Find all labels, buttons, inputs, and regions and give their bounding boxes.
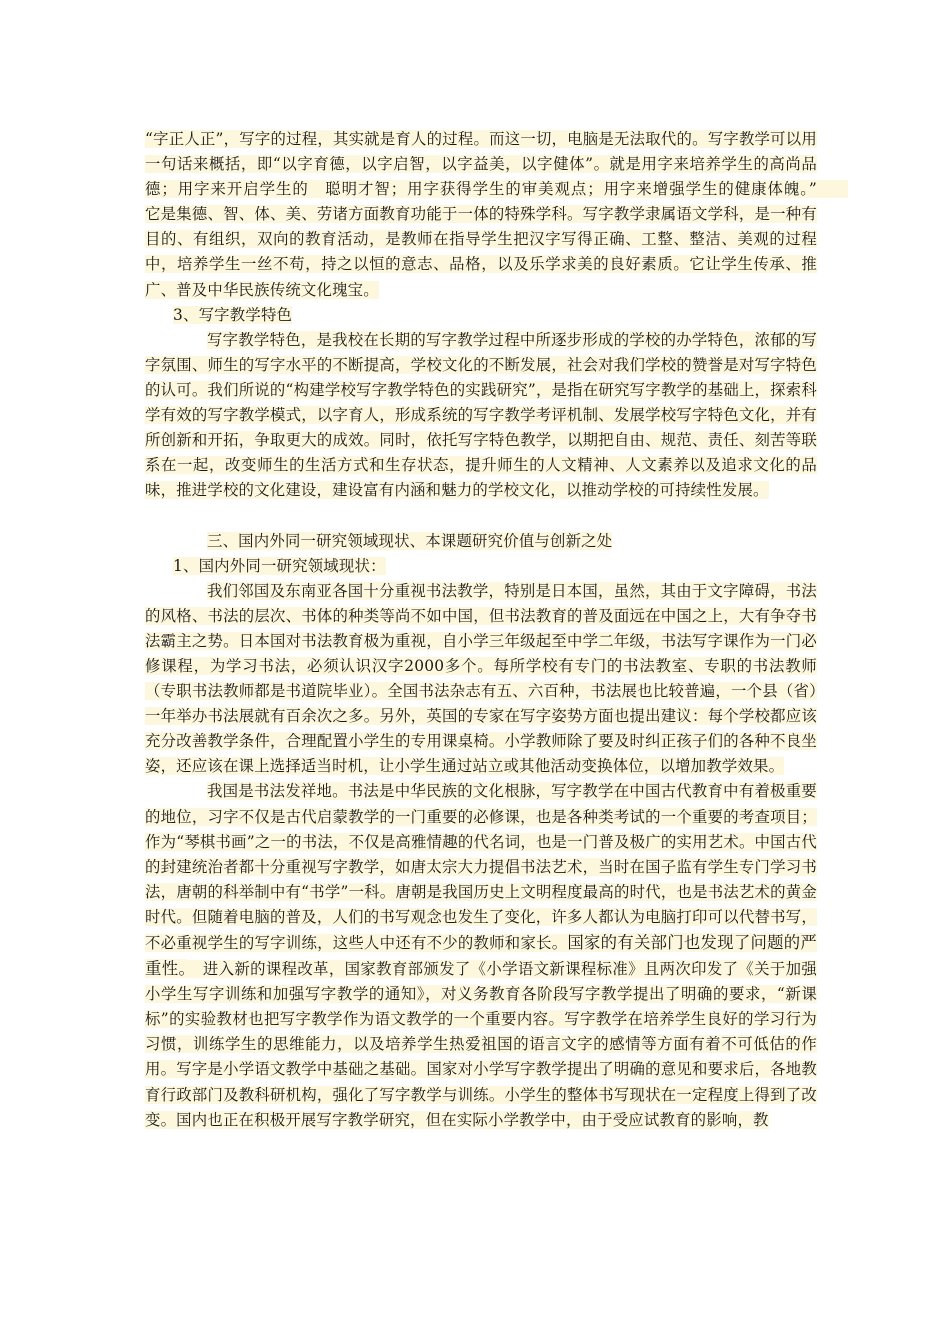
- section-3-title-text: 三、国内外同一研究领域现状、本课题研究价值与创新之处: [207, 531, 613, 550]
- domestic-status-text-a: 我国是书法发祥地。书法是中华民族的文化根脉，写字教学在中国古代教育中有着极重要的地位，习字不仅是古代启蒙教学的一门重要的必修课，也是各种类考试的一个重要的考查项目；作为“琴棋书画”之一的书法，不仅是高雅情趣的代名词，也是一门普及极广的实用艺术。中国古代的封建统治者都十分重视写字教学，如唐太宗大力提倡书法艺术，当时在国子监有学生专门学习书法，唐朝的科举制中有“书学”一科。唐朝是我国历史上文明程度最高的时代，也是书法艺术的黄金时代。但随着电脑的普及，人们的书写观念也发生了变化，许多人都认为电脑打印可以代替书写，不必重视学生的写字训练，这些人中还有不少的教师和家长。: [145, 782, 817, 952]
- feature-text: 写字教学特色，是我校在长期的写字教学过程中所逐步形成的学校的办学特色，浓郁的写字氛围、师生的写字水平的不断提高，学校文化的不断发展，社会对我们学校的赞誉是对写字特色的认可。我们所说的“构建学校写字教学特色的实践研究”，是指在研究写字教学的基础上，探索科学有效的写字教学模式，以字育人，形成系统的写字教学考评机制、发展学校写字特色文化，并有所创新和开拓，争取更大的成效。同时，依托写字特色教学，以期把自由、规范、责任、刻苦等联系在一起，改变师生的生活方式和生存状态，提升师生的人文精神、人文素养以及追求文化的品味，推进学校的文化建设，建设富有内涵和魅力的学校文化，以推动学校的可持续性发展。: [145, 330, 817, 500]
- heading-writing-feature: [145, 303, 817, 328]
- subsection-1-title: [145, 554, 817, 579]
- domestic-status-paragraph: [145, 779, 817, 1132]
- blank-line: [145, 503, 817, 528]
- subsection-1-title-text: 1、国内外同一研究领域现状：: [173, 556, 386, 575]
- document-page: [145, 127, 849, 1133]
- intro-text: “字正人正”，写字的过程，其实就是育人的过程。而这一切，电脑是无法取代的。写字教学可以用一句话来概括，即“以字育德，以字启智，以字益美，以字健体”。就是用字来培养学生的高尚品德；用字来开启学生的 聪明才智；用字获得学生的审美观点；用字来增强学生的健康体魄。” 它是集德、智、体、美、劳诸方面教育功能于一体的特殊学科。写字教学隶属语文学科，是一种有目的、有组织，双向的教育活动，是教师在指导学生把汉字写得正确、工整、整洁、美观的过程中，培养学生一丝不苟，持之以恒的意志、品格，以及乐学求美的良好素质。它让学生传承、推广、普及中华民族传统文化瑰宝。: [145, 130, 849, 299]
- section-3-title: [145, 529, 817, 554]
- intro-paragraph: [145, 127, 849, 303]
- domestic-status-text-c: 进入新的课程改革，国家教育部颁发了《小学语文新课程标准》且两次印发了《关于加强小学生写字训练和加强写字教学的通知》，对义务教育各阶段写字教学提出了明确的要求，“新课标”的实验教材也把写字教学作为语文教学的一个重要内容。写字教学在培养学生良好的学习行为习惯，训练学生的思维能力，以及培养学生热爱祖国的语言文字的感情等方面有着不可低估的作用。写字是小学语文教学中基础之基础。国家对小学写字教学提出了明确的意见和要求后，各地教育行政部门及教科研机构，强化了写字教学与训练。小学生的整体书写现状在一定程度上得到了改变。国内也正在积极开展写字教学研究，但在实际小学教学中，由于受应试教育的影响，教: [145, 960, 817, 1129]
- abroad-status-paragraph: [145, 579, 817, 780]
- domestic-status-text-b: 国家的有关部门也发现了问题的严重性。: [145, 933, 817, 979]
- feature-paragraph: [145, 328, 817, 504]
- heading-writing-feature-text: 3、写字教学特色: [173, 305, 293, 324]
- abroad-status-text: 我们邻国及东南亚各国十分重视书法教学，特别是日本国，虽然，其由于文字障碍，书法的风格、书法的层次、书体的种类等尚不如中国，但书法教育的普及面远在中国之上，大有争夺书法霸主之势。日本国对书法教育极为重视，自小学三年级起至中学二年级，书法写字课作为一门必修课程，为学习书法，必须认识汉字2000多个。每所学校有专门的书法教室、专职的书法教师（专职书法教师都是书道院毕业）。全国书法杂志有五、六百种，书法展也比较普遍，一个县（省）一年举办书法展就有百余次之多。另外，英国的专家在写字姿势方面也提出建议：每个学校都应该充分改善教学条件，合理配置小学生的专用课桌椅。小学教师除了要及时纠正孩子们的各种不良坐姿，还应该在课上选择适当时机，让小学生通过站立或其他活动变换体位，以增加教学效果。: [145, 581, 817, 776]
